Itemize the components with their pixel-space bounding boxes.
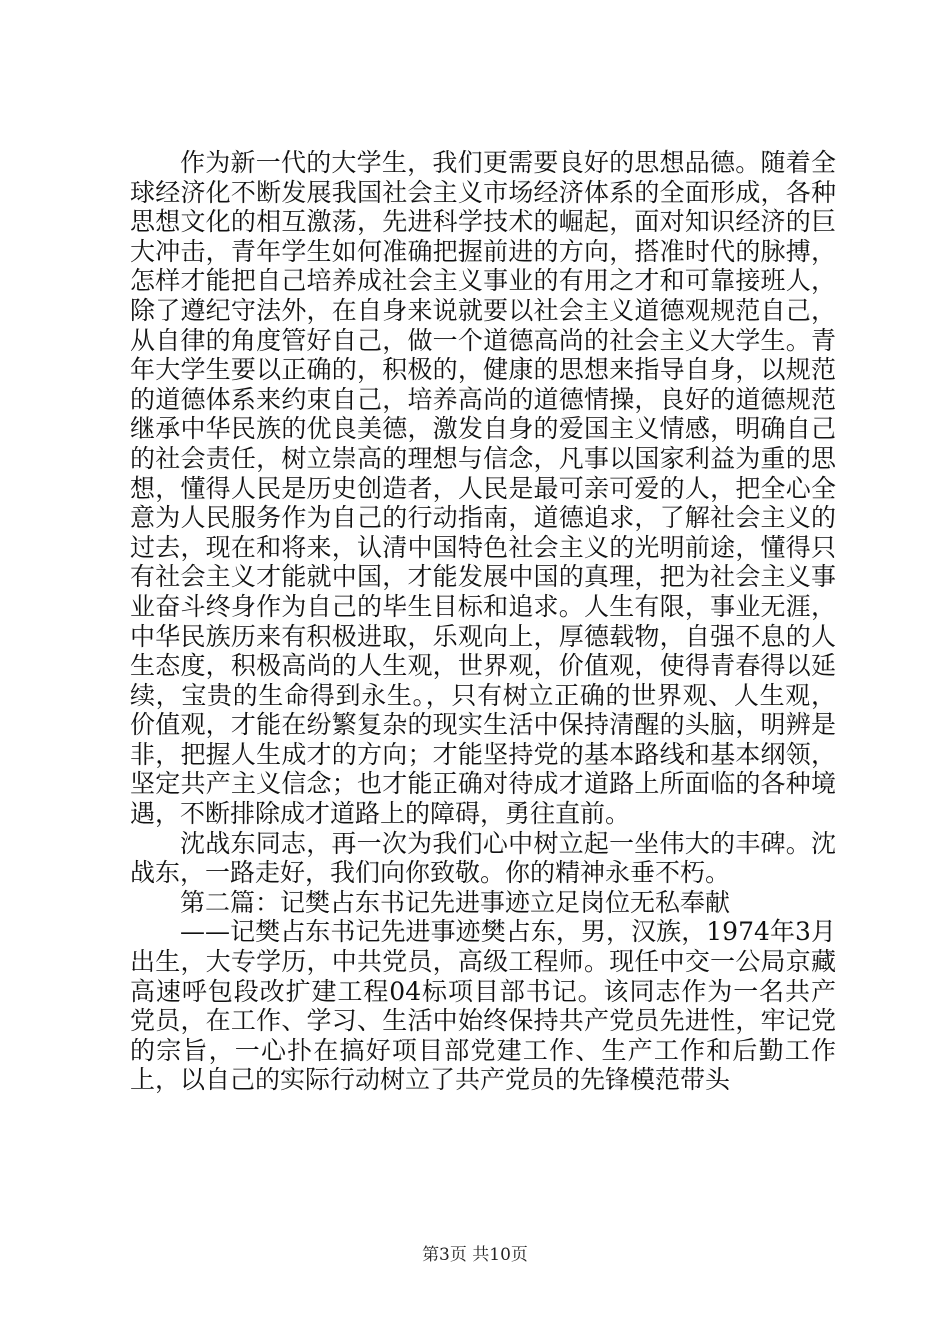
paragraph-4: ——记樊占东书记先进事迹樊占东，男，汉族，1974年3月出生，大专学历，中共党员，高级工程师。现任中交一公局京藏高速呼包段改扩建工程04标项目部书记。该同志作为一名共产党员，在工作、学习、生活中始终保持共产党员先进性，牢记党的宗旨，一心扑在搞好项目部党建工作、生产工作和后勤工作上，以自己的实际行动树立了共产党员的先锋模范带头 <box>130 917 836 1095</box>
document-body <box>130 148 836 1095</box>
paragraph-2: 沈战东同志，再一次为我们心中树立起一坐伟大的丰碑。沈战东，一路走好，我们向你致敬。你的精神永垂不朽。 <box>130 828 836 888</box>
paragraph-1: 作为新一代的大学生，我们更需要良好的思想品德。随着全球经济化不断发展我国社会主义市场经济体系的全面形成，各种思想文化的相互激荡，先进科学技术的崛起，面对知识经济的巨大冲击，青年学生如何准确把握前进的方向，搭准时代的脉搏，怎样才能把自己培养成社会主义事业的有用之才和可靠接班人，除了遵纪守法外，在自身来说就要以社会主义道德观规范自己，从自律的角度管好自己，做一个道德高尚的社会主义大学生。青年大学生要以正确的，积极的，健康的思想来指导自身，以规范的道德体系来约束自己，培养高尚的道德情操，良好的道德规范继承中华民族的优良美德，激发自身的爱国主义情感，明确自己的社会责任，树立崇高的理想与信念，凡事以国家利益为重的思想，懂得人民是历史创造者，人民是最可亲可爱的人，把全心全意为人民服务作为自己的行动指南，道德追求，了解社会主义的过去，现在和将来，认清中国特色社会主义的光明前途，懂得只有社会主义才能就中国，才能发展中国的真理，把为社会主义事业奋斗终身作为自己的毕生目标和追求。人生有限，事业无涯，中华民族历来有积极进取，乐观向上，厚德载物，自强不息的人生态度，积极高尚的人生观，世界观，价值观，使得青春得以延续，宝贵的生命得到永生。，只有树立正确的世界观、人生观，价值观，才能在纷繁复杂的现实生活中保持清醒的头脑，明辨是非，把握人生成才的方向；才能坚持党的基本路线和基本纲领，坚定共产主义信念；也才能正确对待成才道路上所面临的各种境遇，不断排除成才道路上的障碍，勇往直前。 <box>130 148 836 829</box>
paragraph-3-section-heading: 第二篇：记樊占东书记先进事迹立足岗位无私奉献 <box>180 887 731 917</box>
page-footer: 第3页 共10页 <box>422 1245 528 1265</box>
